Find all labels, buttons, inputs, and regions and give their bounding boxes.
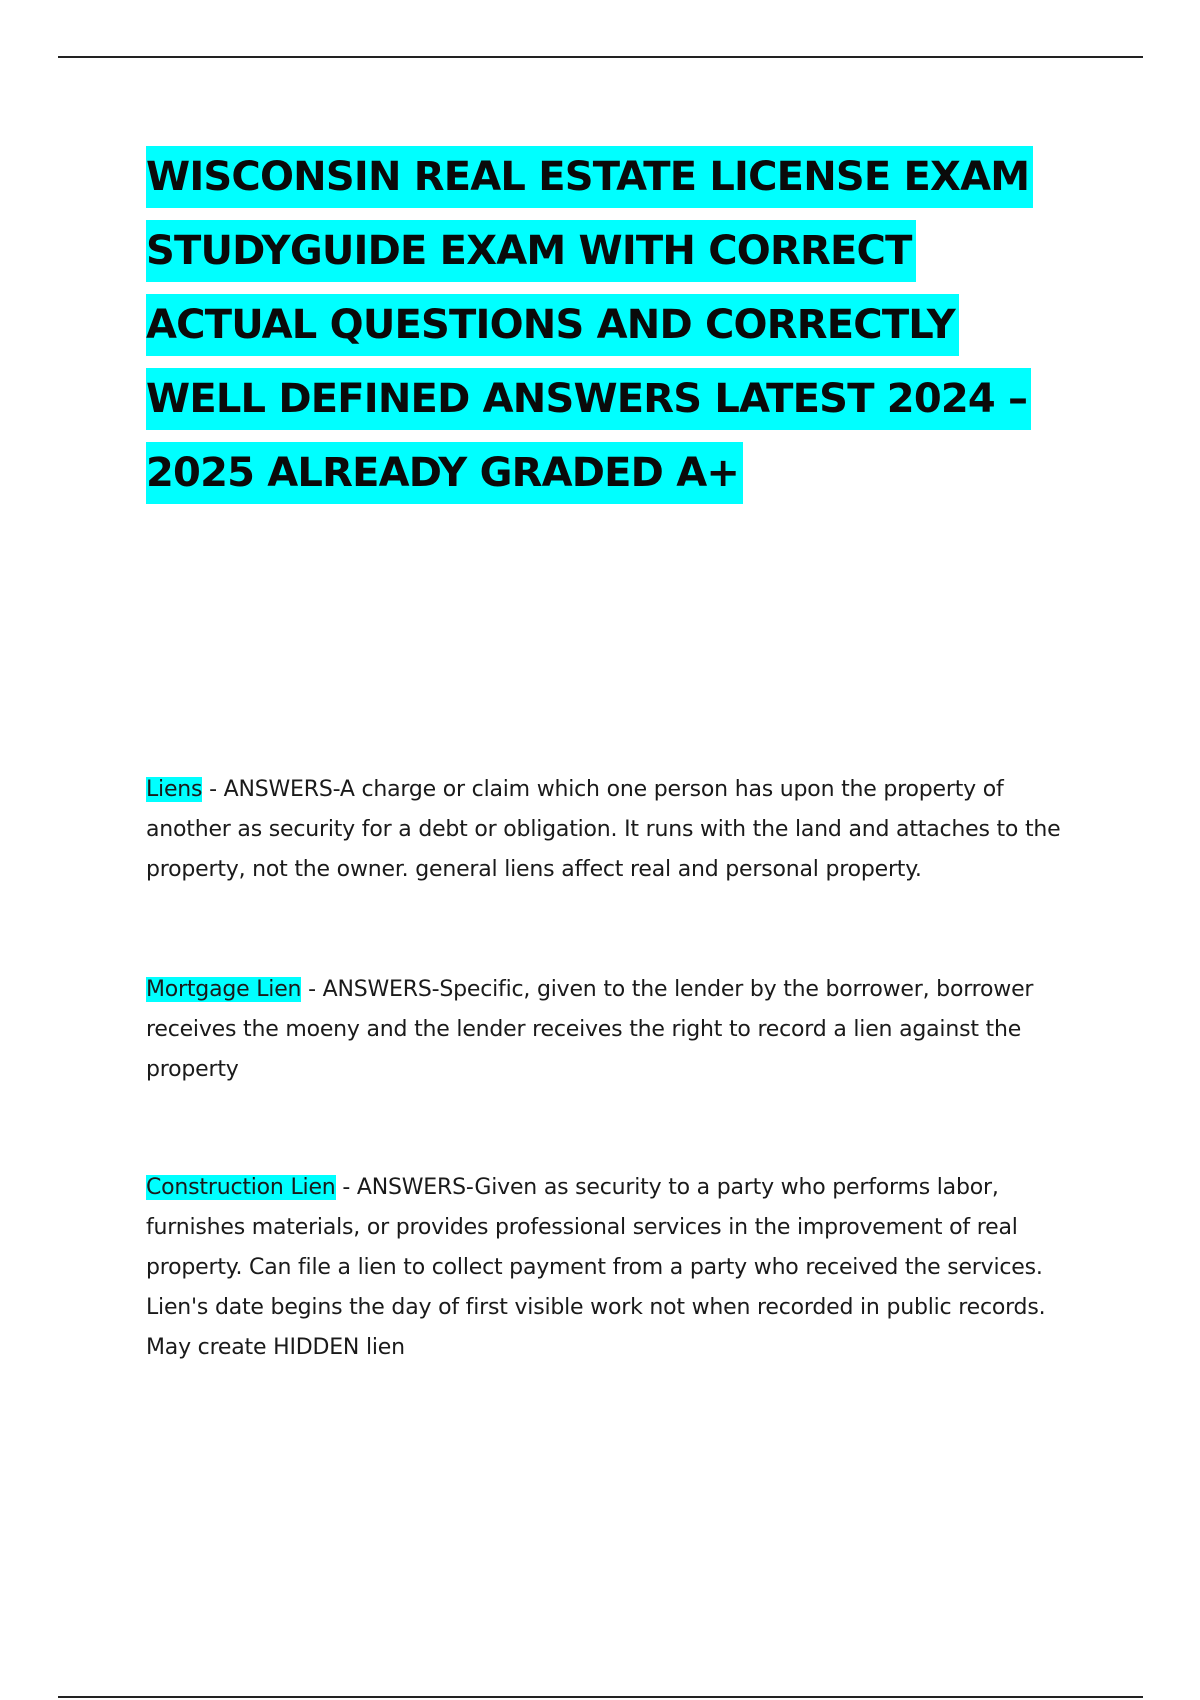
title-line-1: WISCONSIN REAL ESTATE LICENSE EXAM — [146, 146, 1033, 208]
document-title — [146, 146, 1146, 516]
title-line-5: 2025 ALREADY GRADED A+ — [146, 442, 743, 504]
entry-term: Construction Lien — [146, 1175, 336, 1200]
title-line-2: STUDYGUIDE EXAM WITH CORRECT — [146, 220, 916, 282]
bottom-rule — [58, 1696, 1143, 1698]
entry-construction-lien — [146, 1168, 1086, 1368]
entry-mortgage-lien — [146, 970, 1086, 1090]
top-rule — [58, 56, 1143, 58]
entry-liens — [146, 770, 1086, 890]
title-line-3: ACTUAL QUESTIONS AND CORRECTLY — [146, 294, 959, 356]
entry-term: Mortgage Lien — [146, 977, 302, 1002]
entry-definition: - ANSWERS-A charge or claim which one person has upon the property of another as security for a debt or obligation. It runs with the land and attaches to the property, not the owner. general liens affect real and personal property. — [146, 777, 1061, 882]
entry-term: Liens — [146, 777, 203, 802]
entry-definition: - ANSWERS-Specific, given to the lender by the borrower, borrower receives the moeny and the lender receives the right to record a lien against the property — [146, 977, 1034, 1082]
title-line-4: WELL DEFINED ANSWERS LATEST 2024 – — [146, 368, 1031, 430]
entry-definition: - ANSWERS-Given as security to a party who performs labor, furnishes materials, or provides professional services in the improvement of real property. Can file a lien to collect payment from a party who received the services. Lien's date begins the day of first visible work not when recorded in public records. May create HIDDEN lien — [146, 1175, 1046, 1360]
